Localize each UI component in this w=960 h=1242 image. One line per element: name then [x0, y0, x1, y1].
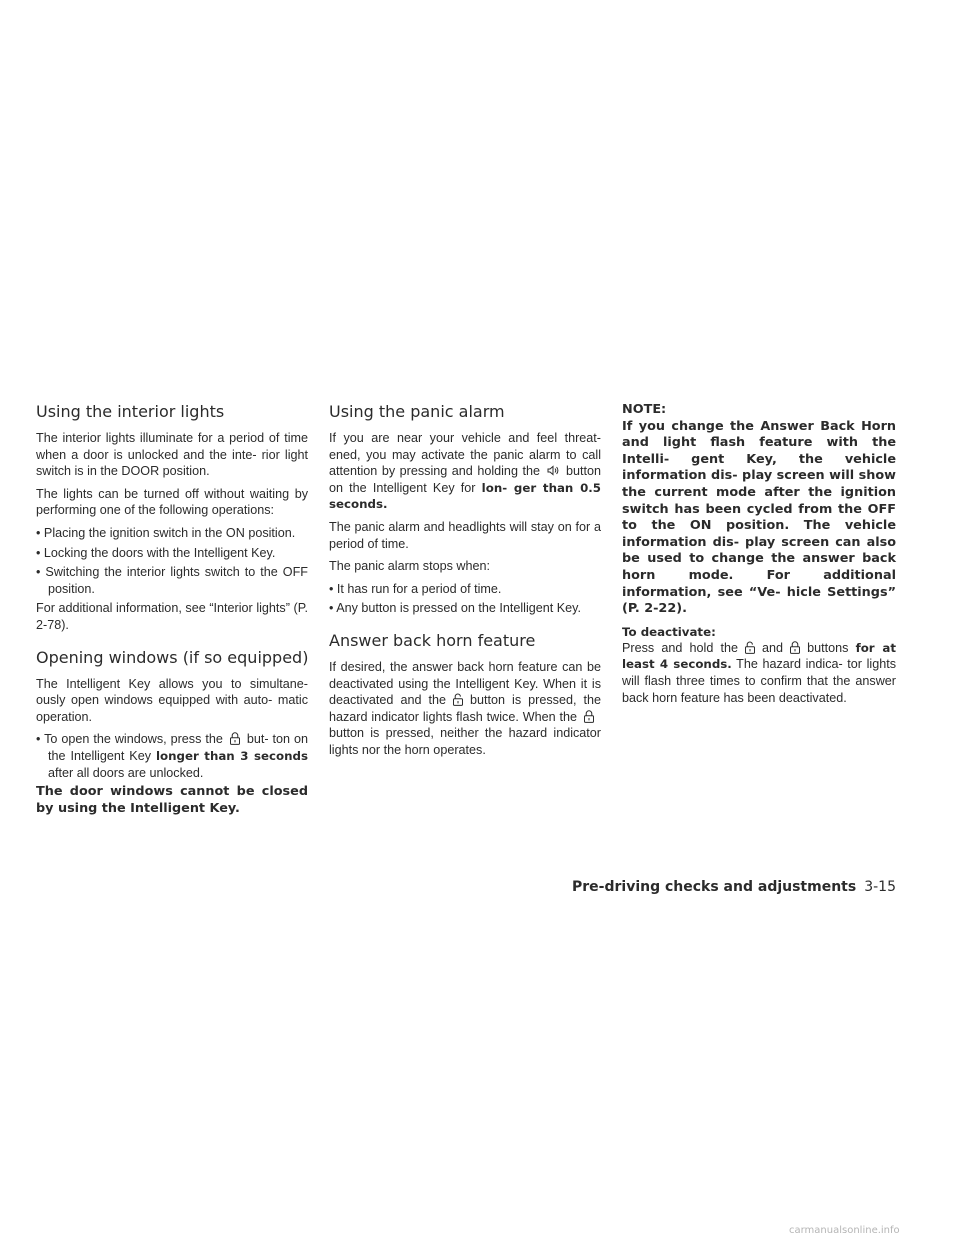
deactivate-text: Press and hold the [622, 640, 739, 655]
deactivate-text: The hazard indica- tor lights will flash three times to confirm that the answer back horn feature has been deactivated. [622, 657, 896, 705]
column-note-deactivate [622, 402, 896, 712]
horn-paragraph-1 [329, 659, 601, 759]
bullet-text: Any button is pressed on the Intelligent Key. [336, 601, 582, 616]
windows-warning: The door windows cannot be closed by using the Intelligent Key. [36, 784, 308, 816]
horn-text: If desired, the answer back horn feature can be deactivated using the Intelligent Key. When it is deactivated and the [329, 659, 601, 708]
windows-paragraph-1: The Intelligent Key allows you to simultane- ously open windows equipped with auto- matic operation. [36, 676, 308, 724]
note-label: NOTE: [622, 402, 667, 417]
panic-bullet-1: • It has run for a period of time. [329, 581, 502, 596]
deactivate-label: To deactivate: [622, 624, 716, 639]
panic-paragraph-2: The panic alarm and headlights will stay on for a period of time. [329, 519, 601, 551]
interior-bullet-1: • Placing the ignition switch in the ON position. [36, 525, 296, 540]
panic-text: If you are near your vehicle and feel threat- ened, you may activate the panic alarm to call attention by pressing and holding the [329, 431, 601, 479]
section-title-panic-alarm: Using the panic alarm [329, 402, 505, 421]
bullet-text: after all doors are unlocked. [48, 765, 204, 780]
interior-paragraph-2: The lights can be turned off without waiting by performing one of the following operations: [36, 486, 308, 518]
bold-emphasis: longer than 3 seconds [155, 748, 308, 763]
panic-paragraph-3: The panic alarm stops when: [329, 559, 491, 574]
bullet-text: It has run for a period of time. [336, 581, 502, 596]
unlock-key-icon [744, 641, 756, 654]
panic-paragraph-1 [329, 430, 601, 513]
column-panic-horn [329, 402, 601, 765]
deactivate-text: buttons [807, 640, 849, 655]
note-body: If you change the Answer Back Horn and light flash feature with the Intelli- gent Key, the vehicle information dis- play screen will show the current mode after the ignition switch has been cycled from the OFF to the ON position. The vehicle information dis- play screen can also be used to change the answer back horn mode. For additional information, see “Ve- hicle Settings” (P. 2-22). [622, 418, 896, 617]
bullet-text: To open the windows, press the [44, 732, 223, 747]
section-title-interior-lights: Using the interior lights [36, 402, 225, 421]
page-number: 3-15 [864, 879, 896, 895]
panic-text: button on the Intelligent Key for [329, 464, 601, 495]
section-title-opening-windows: Opening windows (if so equipped) [36, 647, 309, 667]
interior-bullet-2: • Locking the doors with the Intelligent Key. [36, 545, 276, 560]
lock-key-icon [583, 710, 595, 723]
bullet-text: but- ton on the Intelligent Key [48, 732, 308, 763]
panic-horn-icon [546, 464, 560, 477]
deactivate-text: and [762, 640, 784, 655]
section-title-answer-back-horn: Answer back horn feature [329, 630, 536, 650]
footer-section-title: Pre-driving checks and adjustments [572, 879, 857, 895]
page-footer [564, 876, 896, 895]
lock-key-icon [229, 732, 241, 745]
bold-emphasis: lon- ger than 0.5 seconds. [329, 480, 601, 512]
interior-paragraph-3: For additional information, see “Interior lights” (P. 2-78). [36, 601, 308, 632]
unlock-key-icon [452, 693, 464, 706]
bullet-text: Placing the ignition switch in the ON position. [43, 525, 296, 540]
deactivate-paragraph [622, 640, 896, 706]
horn-text: button is pressed, the hazard indicator lights flash twice. When the [329, 693, 601, 724]
interior-paragraph-1: The interior lights illuminate for a period of time when a door is unlocked and the inte- rior light switch is in the DOOR position. [36, 431, 308, 479]
windows-bullet-1: • To open the windows, press the but- ton on the Intelligent Key longer than 3 seconds after all doors are unlocked. [36, 732, 308, 780]
bullet-text: Locking the doors with the Intelligent Key. [43, 545, 276, 560]
panic-bullet-2: • Any button is pressed on the Intelligent Key. [329, 601, 582, 616]
lock-key-icon [789, 641, 801, 654]
column-interior-windows [36, 402, 308, 823]
watermark: carmanualsonline.info [789, 1225, 900, 1236]
bold-emphasis: for at least 4 seconds. [622, 640, 896, 672]
horn-text: button is pressed, neither the hazard indicator lights nor the horn operates. [329, 726, 601, 757]
bullet-text: Switching the interior lights switch to the OFF position. [45, 565, 308, 596]
interior-bullet-3: • Switching the interior lights switch to the OFF position. [36, 565, 308, 596]
